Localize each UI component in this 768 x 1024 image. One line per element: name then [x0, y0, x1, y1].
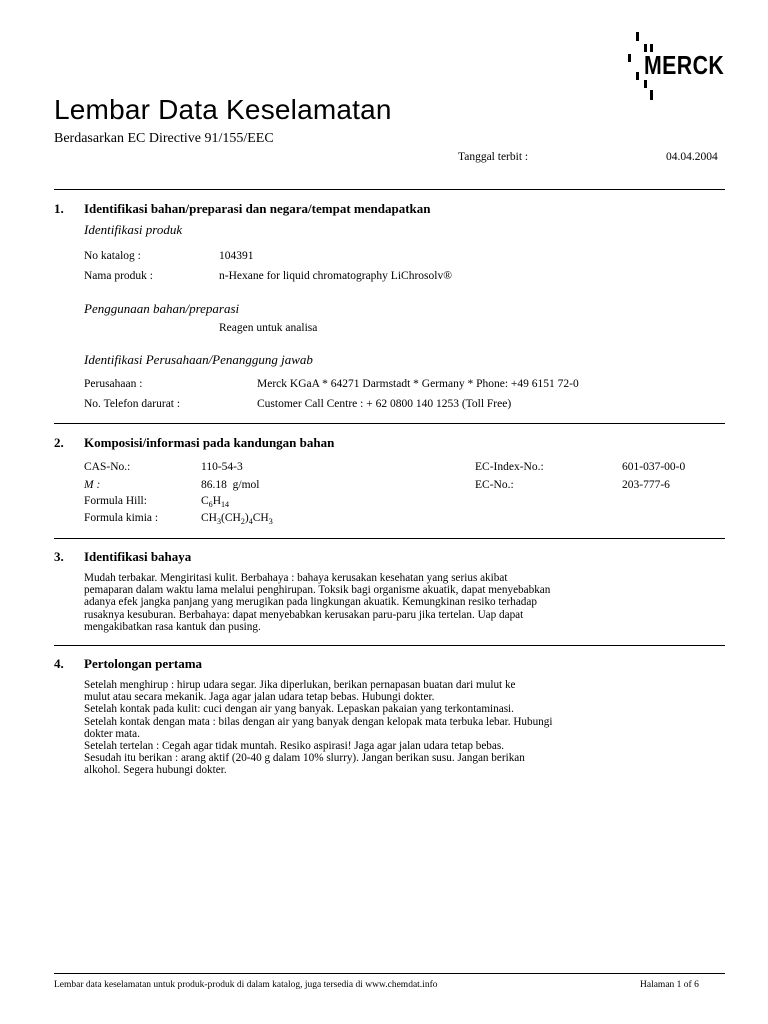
- page-title: Lembar Data Keselamatan: [54, 94, 392, 125]
- emergency-phone-value: Customer Call Centre : + 62 0800 140 1253 (Toll Free): [257, 398, 512, 410]
- subheading-company: Identifikasi Perusahaan/Penanggung jawab: [84, 352, 313, 367]
- molar-mass-value: 86.18 g/mol: [201, 479, 260, 491]
- issue-date-label: Tanggal terbit :: [458, 151, 529, 163]
- company-value: Merck KGaA * 64271 Darmstadt * Germany * Phone: +49 6151 72-0: [257, 378, 579, 390]
- text-line: Setelah kontak pada kulit: cuci dengan air yang banyak. Lepaskan pakaian yang terkontaminasi.: [84, 703, 514, 716]
- page-number: Halaman 1 of 6: [640, 980, 699, 990]
- first-aid-text: [84, 679, 684, 777]
- ec-number-value: 203-777-6: [622, 479, 670, 491]
- text-line: Setelah tertelan : Cegah agar tidak muntah. Resiko aspirasi! Jaga agar jalan udara tetap bebas.: [84, 740, 504, 753]
- product-name-value: n-Hexane for liquid chromatography LiChrosolv®: [219, 270, 452, 282]
- section-1-title: Identifikasi bahan/preparasi dan negara/tempat mendapatkan: [84, 201, 431, 216]
- brand-wordmark: MERCK: [644, 50, 725, 80]
- chemical-formula-value: $CH_3(CH_2)_4CH_3$: [201, 512, 273, 526]
- text-line: Setelah kontak dengan mata : bilas dengan air yang banyak dengan kelopak mata terbuka lebar. Hubungi: [84, 715, 553, 728]
- company-label: Perusahaan :: [84, 378, 143, 390]
- text-line: Setelah menghirup : hirup udara segar. Jika diperlukan, berikan pernapasan buatan dari mulut ke: [84, 679, 516, 691]
- catalog-number-value: 104391: [219, 250, 254, 262]
- text-line: pemaparan dalam waktu lama melalui penghirupan. Toksik bagi organisme akuatik, dapat menyebabkan: [84, 584, 551, 597]
- section-3-number: 3.: [54, 549, 64, 564]
- section-2-number: 2.: [54, 435, 64, 450]
- footer-divider: [54, 973, 725, 974]
- ec-number-label: EC-No.:: [475, 479, 514, 491]
- text-line: rusaknya kesuburan. Berbahaya: dapat menyebabkan kerusakan paru-paru jika tertelan. Uap dapat: [84, 608, 524, 621]
- divider: [54, 645, 725, 646]
- text-line: Mudah terbakar. Mengiritasi kulit. Berbahaya : bahaya kerusakan kesehatan yang serius akibat: [84, 572, 508, 584]
- subheading-usage: Penggunaan bahan/preparasi: [84, 301, 240, 316]
- hill-formula-value: $C_6H_{14}$: [201, 495, 230, 509]
- subheading-product-identification: Identifikasi produk: [84, 222, 183, 237]
- section-3-title: Identifikasi bahaya: [84, 549, 192, 564]
- divider: [54, 189, 725, 190]
- section-1-number: 1.: [54, 201, 64, 216]
- text-line: alkohol. Segera hubungi dokter.: [84, 764, 227, 777]
- footer-note: Lembar data keselamatan untuk produk-produk di dalam katalog, juga tersedia di www.chemdat.info: [54, 980, 438, 990]
- section-2-title: Komposisi/informasi pada kandungan bahan: [84, 435, 335, 450]
- hazard-identification-text: [84, 572, 684, 633]
- ec-index-value: 601-037-00-0: [622, 461, 686, 473]
- catalog-number-label: No katalog :: [84, 250, 141, 262]
- text-line: adanya efek jangka panjang yang merugikan pada lingkungan akuatik. Kemungkinan resiko terhadap: [84, 596, 537, 609]
- text-line: Sesudah itu berikan : arang aktif (20-40 g dalam 10% slurry). Jangan berikan susu. Jangan berikan: [84, 752, 525, 765]
- section-4-number: 4.: [54, 656, 64, 671]
- product-name-label: Nama produk :: [84, 270, 153, 282]
- text-line: mulut atau secara mekanik. Jaga agar jalan udara tetap bebas. Hubungi dokter.: [84, 691, 435, 704]
- molar-mass-label: M :: [84, 479, 101, 491]
- divider: [54, 538, 725, 539]
- text-line: dokter mata.: [84, 727, 140, 740]
- issue-date-value: 04.04.2004: [666, 151, 718, 163]
- text-line: mengakibatkan rasa kantuk dan pusing.: [84, 620, 261, 633]
- cas-number-label: CAS-No.:: [84, 461, 131, 473]
- usage-value: Reagen untuk analisa: [219, 322, 318, 334]
- section-4-title: Pertolongan pertama: [84, 656, 203, 671]
- page-subtitle: Berdasarkan EC Directive 91/155/EEC: [54, 131, 274, 146]
- chemical-formula-label: Formula kimia :: [84, 512, 159, 524]
- cas-number-value: 110-54-3: [201, 461, 243, 473]
- divider: [54, 423, 725, 424]
- emergency-phone-label: No. Telefon darurat :: [84, 398, 181, 410]
- ec-index-label: EC-Index-No.:: [475, 461, 544, 473]
- hill-formula-label: Formula Hill:: [84, 495, 147, 507]
